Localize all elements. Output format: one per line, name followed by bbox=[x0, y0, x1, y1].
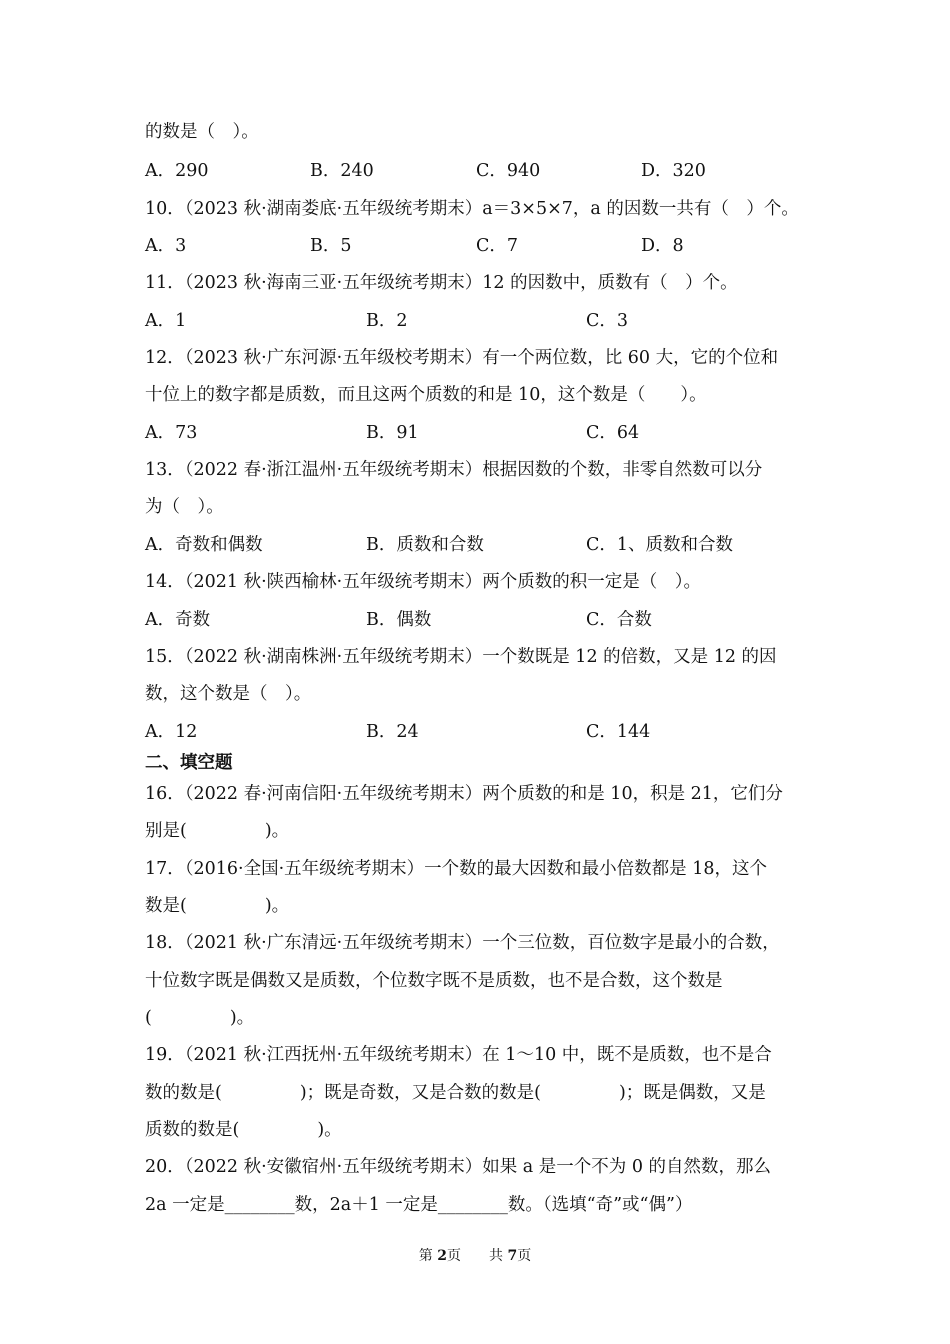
q19-text-c: )；既是偶数，又是 bbox=[618, 1083, 766, 1103]
q17-text-a: 数是( bbox=[145, 896, 187, 916]
q13-line-2: 为（ ）。 bbox=[145, 497, 224, 517]
q16-line-1: 16．（2022 春·河南信阳·五年级统考期末）两个质数的和是 10，积是 21，它们分 bbox=[145, 784, 783, 804]
q19-text-b: )；既是奇数，又是合数的数是( bbox=[299, 1083, 541, 1103]
q16-text-a: 别是( bbox=[145, 821, 187, 841]
q17-text-b: )。 bbox=[264, 896, 290, 916]
q13-line-1: 13．（2022 春·浙江温州·五年级统考期末）根据因数的个数，非零自然数可以分 bbox=[145, 460, 763, 480]
footer-page-number: 2 bbox=[437, 1248, 447, 1264]
q12-option-b: B．91 bbox=[366, 423, 419, 443]
q20-answer-blank-2: ________ bbox=[437, 1195, 508, 1215]
q13-option-b: B．质数和合数 bbox=[366, 535, 484, 555]
q13-option-a: A．奇数和偶数 bbox=[145, 535, 263, 555]
q18-line-3 bbox=[145, 1007, 254, 1029]
footer-total-pages: 7 bbox=[507, 1248, 518, 1264]
q11-option-a: A．1 bbox=[145, 311, 187, 331]
footer-mid: 页 共 bbox=[447, 1248, 508, 1264]
footer-suffix: 页 bbox=[517, 1248, 532, 1264]
q12-option-a: A．73 bbox=[145, 423, 198, 443]
q9-option-d: D．320 bbox=[641, 161, 706, 181]
q18-line-2: 十位数字既是偶数又是质数，个位数字既不是质数，也不是合数，这个数是 bbox=[145, 971, 723, 991]
q10-option-b: B．5 bbox=[310, 236, 352, 256]
q18-text-b: )。 bbox=[229, 1008, 255, 1028]
q12-line-1: 12．（2023 秋·广东河源·五年级校考期末）有一个两位数，比 60 大，它的个位和 bbox=[145, 348, 779, 368]
q14-option-a: A．奇数 bbox=[145, 610, 211, 630]
q12-line-2: 十位上的数字都是质数，而且这两个质数的和是 10，这个数是（ ）。 bbox=[145, 385, 707, 405]
q19-text-d: 质数的数是( bbox=[145, 1120, 240, 1140]
q18-text-a: ( bbox=[145, 1008, 152, 1028]
q19-text-a: 数的数是( bbox=[145, 1083, 222, 1103]
q17-line-1: 17．（2016·全国·五年级统考期末）一个数的最大因数和最小倍数都是 18，这个 bbox=[145, 859, 768, 879]
section-heading-fill-in: 二、填空题 bbox=[145, 753, 233, 773]
q20-line-1: 20．（2022 秋·安徽宿州·五年级统考期末）如果 a 是一个不为 0 的自然数，那么 bbox=[145, 1157, 772, 1177]
q14-option-c: C．合数 bbox=[586, 610, 652, 630]
q10-text: 10．（2023 秋·湖南娄底·五年级统考期末）a＝3×5×7，a 的因数一共有（ ）个。 bbox=[145, 199, 799, 219]
q16-line-2 bbox=[145, 820, 289, 842]
q15-line-1: 15．（2022 秋·湖南株洲·五年级统考期末）一个数既是 12 的倍数，又是 12 的因 bbox=[145, 647, 777, 667]
q10-option-a: A．3 bbox=[145, 236, 187, 256]
q19-line-3 bbox=[145, 1119, 342, 1141]
q19-text-e: )。 bbox=[317, 1120, 342, 1140]
q9-option-c: C．940 bbox=[476, 161, 541, 181]
q20-text-a: 2a 一定是 bbox=[145, 1195, 225, 1215]
q20-text-c: 数。（选填“奇”或“偶”） bbox=[507, 1195, 693, 1215]
q16-text-b: )。 bbox=[264, 821, 290, 841]
q20-answer-blank-1: ________ bbox=[224, 1195, 295, 1215]
q14-option-b: B．偶数 bbox=[366, 610, 432, 630]
footer-prefix: 第 bbox=[418, 1248, 438, 1264]
q15-option-c: C．144 bbox=[586, 722, 651, 742]
q11-text: 11．（2023 秋·海南三亚·五年级统考期末）12 的因数中，质数有（ ）个。 bbox=[145, 273, 738, 293]
q12-option-c: C．64 bbox=[586, 423, 640, 443]
q11-option-c: C．3 bbox=[586, 311, 629, 331]
q9-option-a: A．290 bbox=[145, 161, 209, 181]
q15-option-b: B．24 bbox=[366, 722, 419, 742]
q10-option-c: C．7 bbox=[476, 236, 519, 256]
q17-line-2 bbox=[145, 895, 289, 917]
page-footer bbox=[0, 1245, 950, 1265]
q11-option-b: B．2 bbox=[366, 311, 408, 331]
q20-text-b: 数，2a＋1 一定是 bbox=[294, 1195, 438, 1215]
q18-line-1: 18．（2021 秋·广东清远·五年级统考期末）一个三位数，百位数字是最小的合数， bbox=[145, 933, 780, 953]
q19-line-1: 19．（2021 秋·江西抚州·五年级统考期末）在 1～10 中，既不是质数，也不是合 bbox=[145, 1045, 772, 1065]
q10-option-d: D．8 bbox=[641, 236, 684, 256]
q19-line-2 bbox=[145, 1082, 766, 1104]
q9-tail: 的数是（ ）。 bbox=[145, 122, 259, 142]
q15-line-2: 数，这个数是（ ）。 bbox=[145, 684, 312, 704]
q9-option-b: B．240 bbox=[310, 161, 374, 181]
q14-text: 14．（2021 秋·陕西榆林·五年级统考期末）两个质数的积一定是（ ）。 bbox=[145, 572, 701, 592]
q13-option-c: C．1、质数和合数 bbox=[586, 535, 734, 555]
q15-option-a: A．12 bbox=[145, 722, 198, 742]
q20-line-2 bbox=[145, 1194, 692, 1216]
